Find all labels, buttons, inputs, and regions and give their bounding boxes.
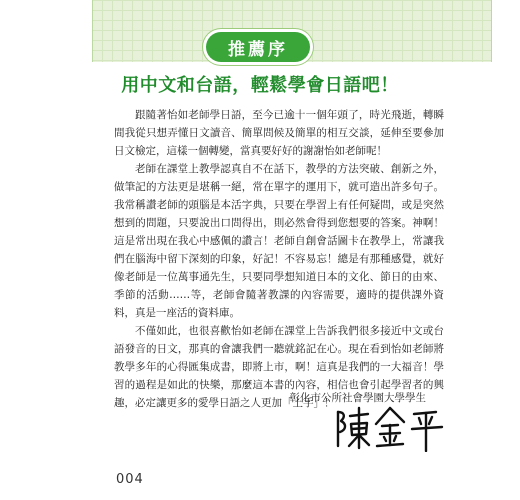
paragraph: 老師在課堂上教學認真自不在話下，教學的方法突破、創新之外，做筆記的方法更是堪稱一絕，常在單字的運用下，就可造出許多句子。我常稱讚老師的頭腦是本活字典，只要在學習上有任何疑問，或是突然想到的問題，只要說出口問得出，則必然會得到您想要的答案。神啊！這是常出現在我心中感佩的讚言！老師自創會話圖卡在教學上，常讓我們在腦海中留下深刻的印象，好記！不容易忘！總是有那種感覺，就好像老師是一位萬事通先生，只要同學想知道日本的文化、節日的由來、季節的活動……等，老師會隨著教課的內容需要，適時的提供課外資料，真是一座活的資料庫。 (114, 163, 444, 319)
header-badge (206, 32, 310, 62)
handwritten-signature (332, 404, 452, 452)
paragraph: 跟隨著怡如老師學日語，至今已逾十一個年頭了，時光飛逝，轉瞬間我從只想弄懂日文讀音、簡單問候及簡單的相互交談，延伸至要參加日文檢定，這樣一個轉變，當真要好好的謝謝怡如老師呢！ (114, 109, 444, 157)
paragraph: 不僅如此，也很喜歡怡如老師在課堂上告訴我們很多接近中文或台語發音的日文，那真的會讓我們一聽就銘記在心。現在看到怡如老師將教學多年的心得匯集成書，即將上市，啊！這真是我們的一大福音！學習的過程是如此的快樂，那麼這本書的內容，相信也會引起學習者的興趣，必定讓更多的愛學日語之人更加「上手」！ (114, 325, 444, 409)
page-number: 004 (116, 472, 144, 487)
page-title: 用中文和台語，輕鬆學會日語吧！ (121, 75, 399, 96)
body-text (114, 106, 444, 412)
signature-organization: 彰化市公所社會學園大學學生 (289, 392, 426, 404)
header-badge-label: 推薦序 (228, 39, 288, 60)
